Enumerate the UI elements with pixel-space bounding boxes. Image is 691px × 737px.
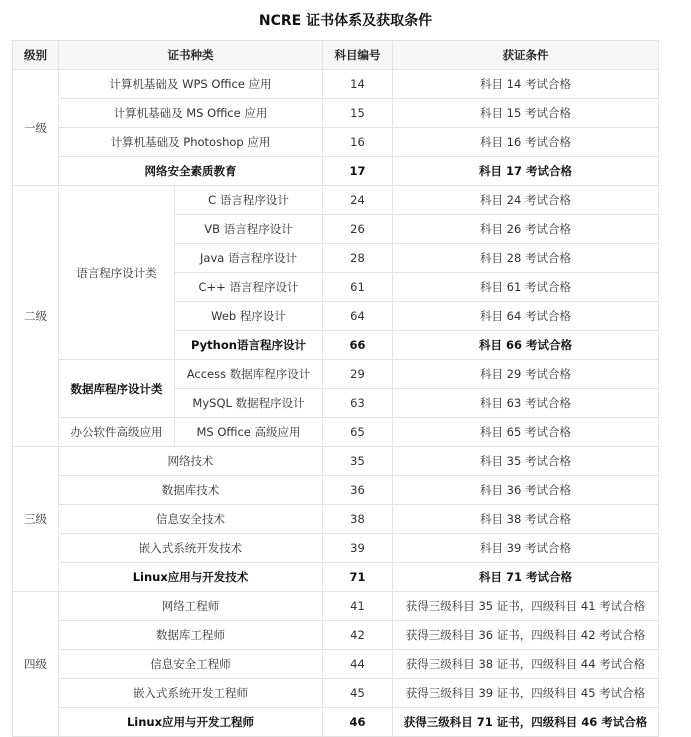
- table-row: [13, 505, 659, 534]
- cert-name: 计算机基础及 WPS Office 应用: [59, 70, 323, 99]
- table-row: [13, 99, 659, 128]
- table-row: [13, 476, 659, 505]
- level-cell-two: 二级: [13, 186, 59, 447]
- condition: 科目 16 考试合格: [393, 128, 659, 157]
- certificate-table: [12, 40, 659, 737]
- group-language-programming: 语言程序设计类: [59, 186, 175, 360]
- condition: 科目 36 考试合格: [393, 476, 659, 505]
- cert-name: 数据库工程师: [59, 621, 323, 650]
- condition: 科目 71 考试合格: [393, 563, 659, 592]
- cert-name: 计算机基础及 MS Office 应用: [59, 99, 323, 128]
- cert-name: VB 语言程序设计: [175, 215, 323, 244]
- level-cell-four: 四级: [13, 592, 59, 737]
- cert-name: C++ 语言程序设计: [175, 273, 323, 302]
- subject-code: 14: [323, 70, 393, 99]
- cert-name: C 语言程序设计: [175, 186, 323, 215]
- cert-name: Linux应用与开发工程师: [59, 708, 323, 737]
- condition: 获得三级科目 35 证书，四级科目 41 考试合格: [393, 592, 659, 621]
- condition: 科目 63 考试合格: [393, 389, 659, 418]
- cert-name: 信息安全技术: [59, 505, 323, 534]
- condition: 科目 38 考试合格: [393, 505, 659, 534]
- subject-code: 42: [323, 621, 393, 650]
- condition: 科目 24 考试合格: [393, 186, 659, 215]
- subject-code: 65: [323, 418, 393, 447]
- subject-code: 26: [323, 215, 393, 244]
- condition: 科目 64 考试合格: [393, 302, 659, 331]
- table-header-row: [13, 41, 659, 70]
- header-subject-code: 科目编号: [323, 41, 393, 70]
- subject-code: 64: [323, 302, 393, 331]
- table-row: [13, 563, 659, 592]
- cert-name: 数据库技术: [59, 476, 323, 505]
- cert-name: Linux应用与开发技术: [59, 563, 323, 592]
- condition: 获得三级科目 36 证书，四级科目 42 考试合格: [393, 621, 659, 650]
- table-row: [13, 534, 659, 563]
- condition: 科目 61 考试合格: [393, 273, 659, 302]
- cert-name: MS Office 高级应用: [175, 418, 323, 447]
- cert-name: 嵌入式系统开发工程师: [59, 679, 323, 708]
- condition: 科目 28 考试合格: [393, 244, 659, 273]
- condition: 获得三级科目 38 证书，四级科目 44 考试合格: [393, 650, 659, 679]
- condition: 科目 14 考试合格: [393, 70, 659, 99]
- cert-name: Web 程序设计: [175, 302, 323, 331]
- table-row: [13, 592, 659, 621]
- subject-code: 36: [323, 476, 393, 505]
- subject-code: 15: [323, 99, 393, 128]
- cert-name: 计算机基础及 Photoshop 应用: [59, 128, 323, 157]
- subject-code: 24: [323, 186, 393, 215]
- subject-code: 71: [323, 563, 393, 592]
- header-level: 级别: [13, 41, 59, 70]
- group-office-advanced: 办公软件高级应用: [59, 418, 175, 447]
- condition: 科目 65 考试合格: [393, 418, 659, 447]
- condition: 科目 17 考试合格: [393, 157, 659, 186]
- subject-code: 46: [323, 708, 393, 737]
- page-title: NCRE 证书体系及获取条件: [258, 13, 433, 29]
- subject-code: 16: [323, 128, 393, 157]
- header-cert-type: 证书种类: [59, 41, 323, 70]
- subject-code: 17: [323, 157, 393, 186]
- subject-code: 35: [323, 447, 393, 476]
- cert-name: 信息安全工程师: [59, 650, 323, 679]
- condition: 科目 29 考试合格: [393, 360, 659, 389]
- subject-code: 66: [323, 331, 393, 360]
- table-row: [13, 360, 659, 389]
- table-row: [13, 418, 659, 447]
- condition: 科目 35 考试合格: [393, 447, 659, 476]
- condition: 科目 15 考试合格: [393, 99, 659, 128]
- table-row: [13, 621, 659, 650]
- subject-code: 63: [323, 389, 393, 418]
- subject-code: 41: [323, 592, 393, 621]
- table-row: [13, 70, 659, 99]
- condition: 获得三级科目 39 证书，四级科目 45 考试合格: [393, 679, 659, 708]
- table-row: [13, 447, 659, 476]
- subject-code: 61: [323, 273, 393, 302]
- table-row: [13, 708, 659, 737]
- subject-code: 39: [323, 534, 393, 563]
- table-row: [13, 157, 659, 186]
- table-row: [13, 679, 659, 708]
- condition: 获得三级科目 71 证书，四级科目 46 考试合格: [393, 708, 659, 737]
- level-cell-one: 一级: [13, 70, 59, 186]
- table-row: [13, 650, 659, 679]
- condition: 科目 26 考试合格: [393, 215, 659, 244]
- condition: 科目 66 考试合格: [393, 331, 659, 360]
- cert-name: Access 数据库程序设计: [175, 360, 323, 389]
- subject-code: 38: [323, 505, 393, 534]
- subject-code: 44: [323, 650, 393, 679]
- cert-name: Java 语言程序设计: [175, 244, 323, 273]
- cert-name: Python语言程序设计: [175, 331, 323, 360]
- table-row: [13, 128, 659, 157]
- cert-name: 网络工程师: [59, 592, 323, 621]
- table-row: [13, 186, 659, 215]
- condition: 科目 39 考试合格: [393, 534, 659, 563]
- cert-name: 网络安全素质教育: [59, 157, 323, 186]
- subject-code: 29: [323, 360, 393, 389]
- cert-name: MySQL 数据程序设计: [175, 389, 323, 418]
- subject-code: 28: [323, 244, 393, 273]
- cert-name: 网络技术: [59, 447, 323, 476]
- subject-code: 45: [323, 679, 393, 708]
- header-condition: 获证条件: [393, 41, 659, 70]
- cert-name: 嵌入式系统开发技术: [59, 534, 323, 563]
- group-database-programming: 数据库程序设计类: [59, 360, 175, 418]
- level-cell-three: 三级: [13, 447, 59, 592]
